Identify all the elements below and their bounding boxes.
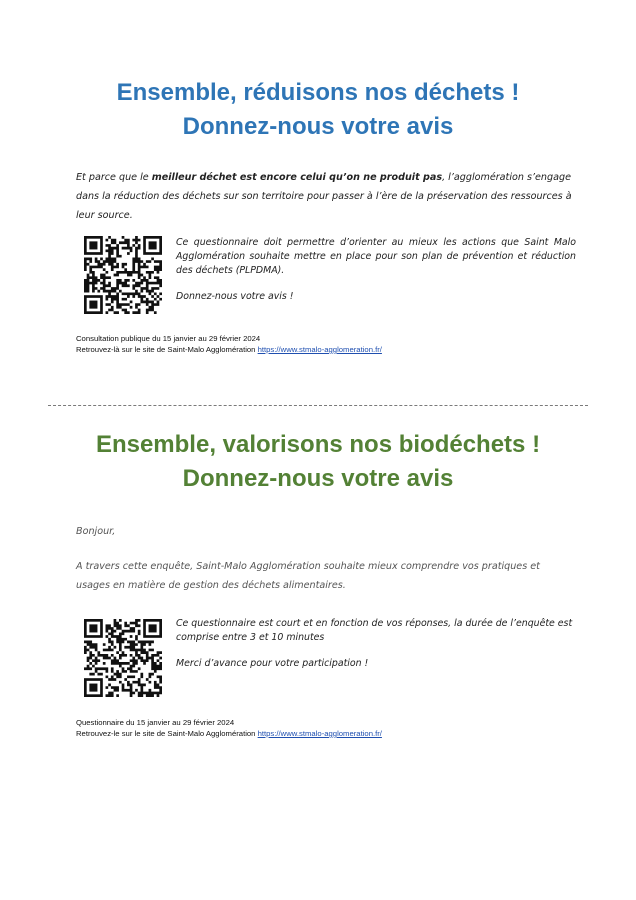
- questionnaire-description-2: [176, 617, 576, 683]
- footer-info-2: [76, 717, 596, 739]
- questionnaire-duration-text: Ce questionnaire est court et en fonction de vos réponses, la durée de l’enquête est comprise entre 3 et 10 minutes: [176, 618, 573, 643]
- subtitle-give-opinion-2: Donnez-nous votre avis: [182, 465, 454, 492]
- website-link[interactable]: https://www.stmalo-agglomeration.fr/: [257, 729, 382, 738]
- intro-paragraph-2: A travers cette enquête, Saint-Malo Agglomération souhaite mieux comprendre vos pratiques et usages en matière de gestion des déchets alimentaires.: [76, 561, 540, 591]
- qr-code-icon: [84, 236, 162, 314]
- cut-line-divider: [48, 405, 588, 406]
- title-biowaste: Ensemble, valorisons nos biodéchets !: [95, 431, 541, 458]
- questionnaire-dates: Questionnaire du 15 janvier au 29 février 2024: [76, 718, 235, 727]
- website-line: Retrouvez-le sur le site de Saint-Malo Agglomération https://www.stmalo-agglomeration.fr/: [76, 729, 382, 738]
- website-line: Retrouvez-là sur le site de Saint-Malo Agglomération https://www.stmalo-agglomeration.fr/: [76, 345, 382, 354]
- website-link[interactable]: https://www.stmalo-agglomeration.fr/: [257, 345, 382, 354]
- thanks-text: Merci d’avance pour votre participation !: [176, 658, 369, 669]
- title-reduce-waste: Ensemble, réduisons nos déchets !: [116, 79, 520, 106]
- intro-emphasis: meilleur déchet est encore celui qu’on ne produit pas: [151, 172, 443, 183]
- questionnaire-text: Ce questionnaire doit permettre d’orienter au mieux les actions que Saint Malo Agglomération souhaite mettre en place pour son plan de prévention et réduction des déchets (PLPDMA).: [176, 237, 576, 276]
- qr-code-icon: [84, 619, 162, 697]
- subtitle-give-opinion-1: Donnez-nous votre avis: [182, 113, 454, 140]
- call-to-action: Donnez-nous votre avis !: [176, 291, 294, 302]
- intro-paragraph-1: Et parce que le meilleur déchet est encore celui qu’on ne produit pas, l’agglomération s’engage dans la réduction des déchets sur son territoire pour passer à l’ère de la préservation des ressources à leur source.: [76, 172, 572, 221]
- consultation-dates: Consultation publique du 15 janvier au 29 février 2024: [76, 334, 261, 343]
- footer-info-1: [76, 333, 596, 355]
- greeting: Bonjour,: [76, 526, 116, 537]
- questionnaire-description-1: [176, 236, 576, 316]
